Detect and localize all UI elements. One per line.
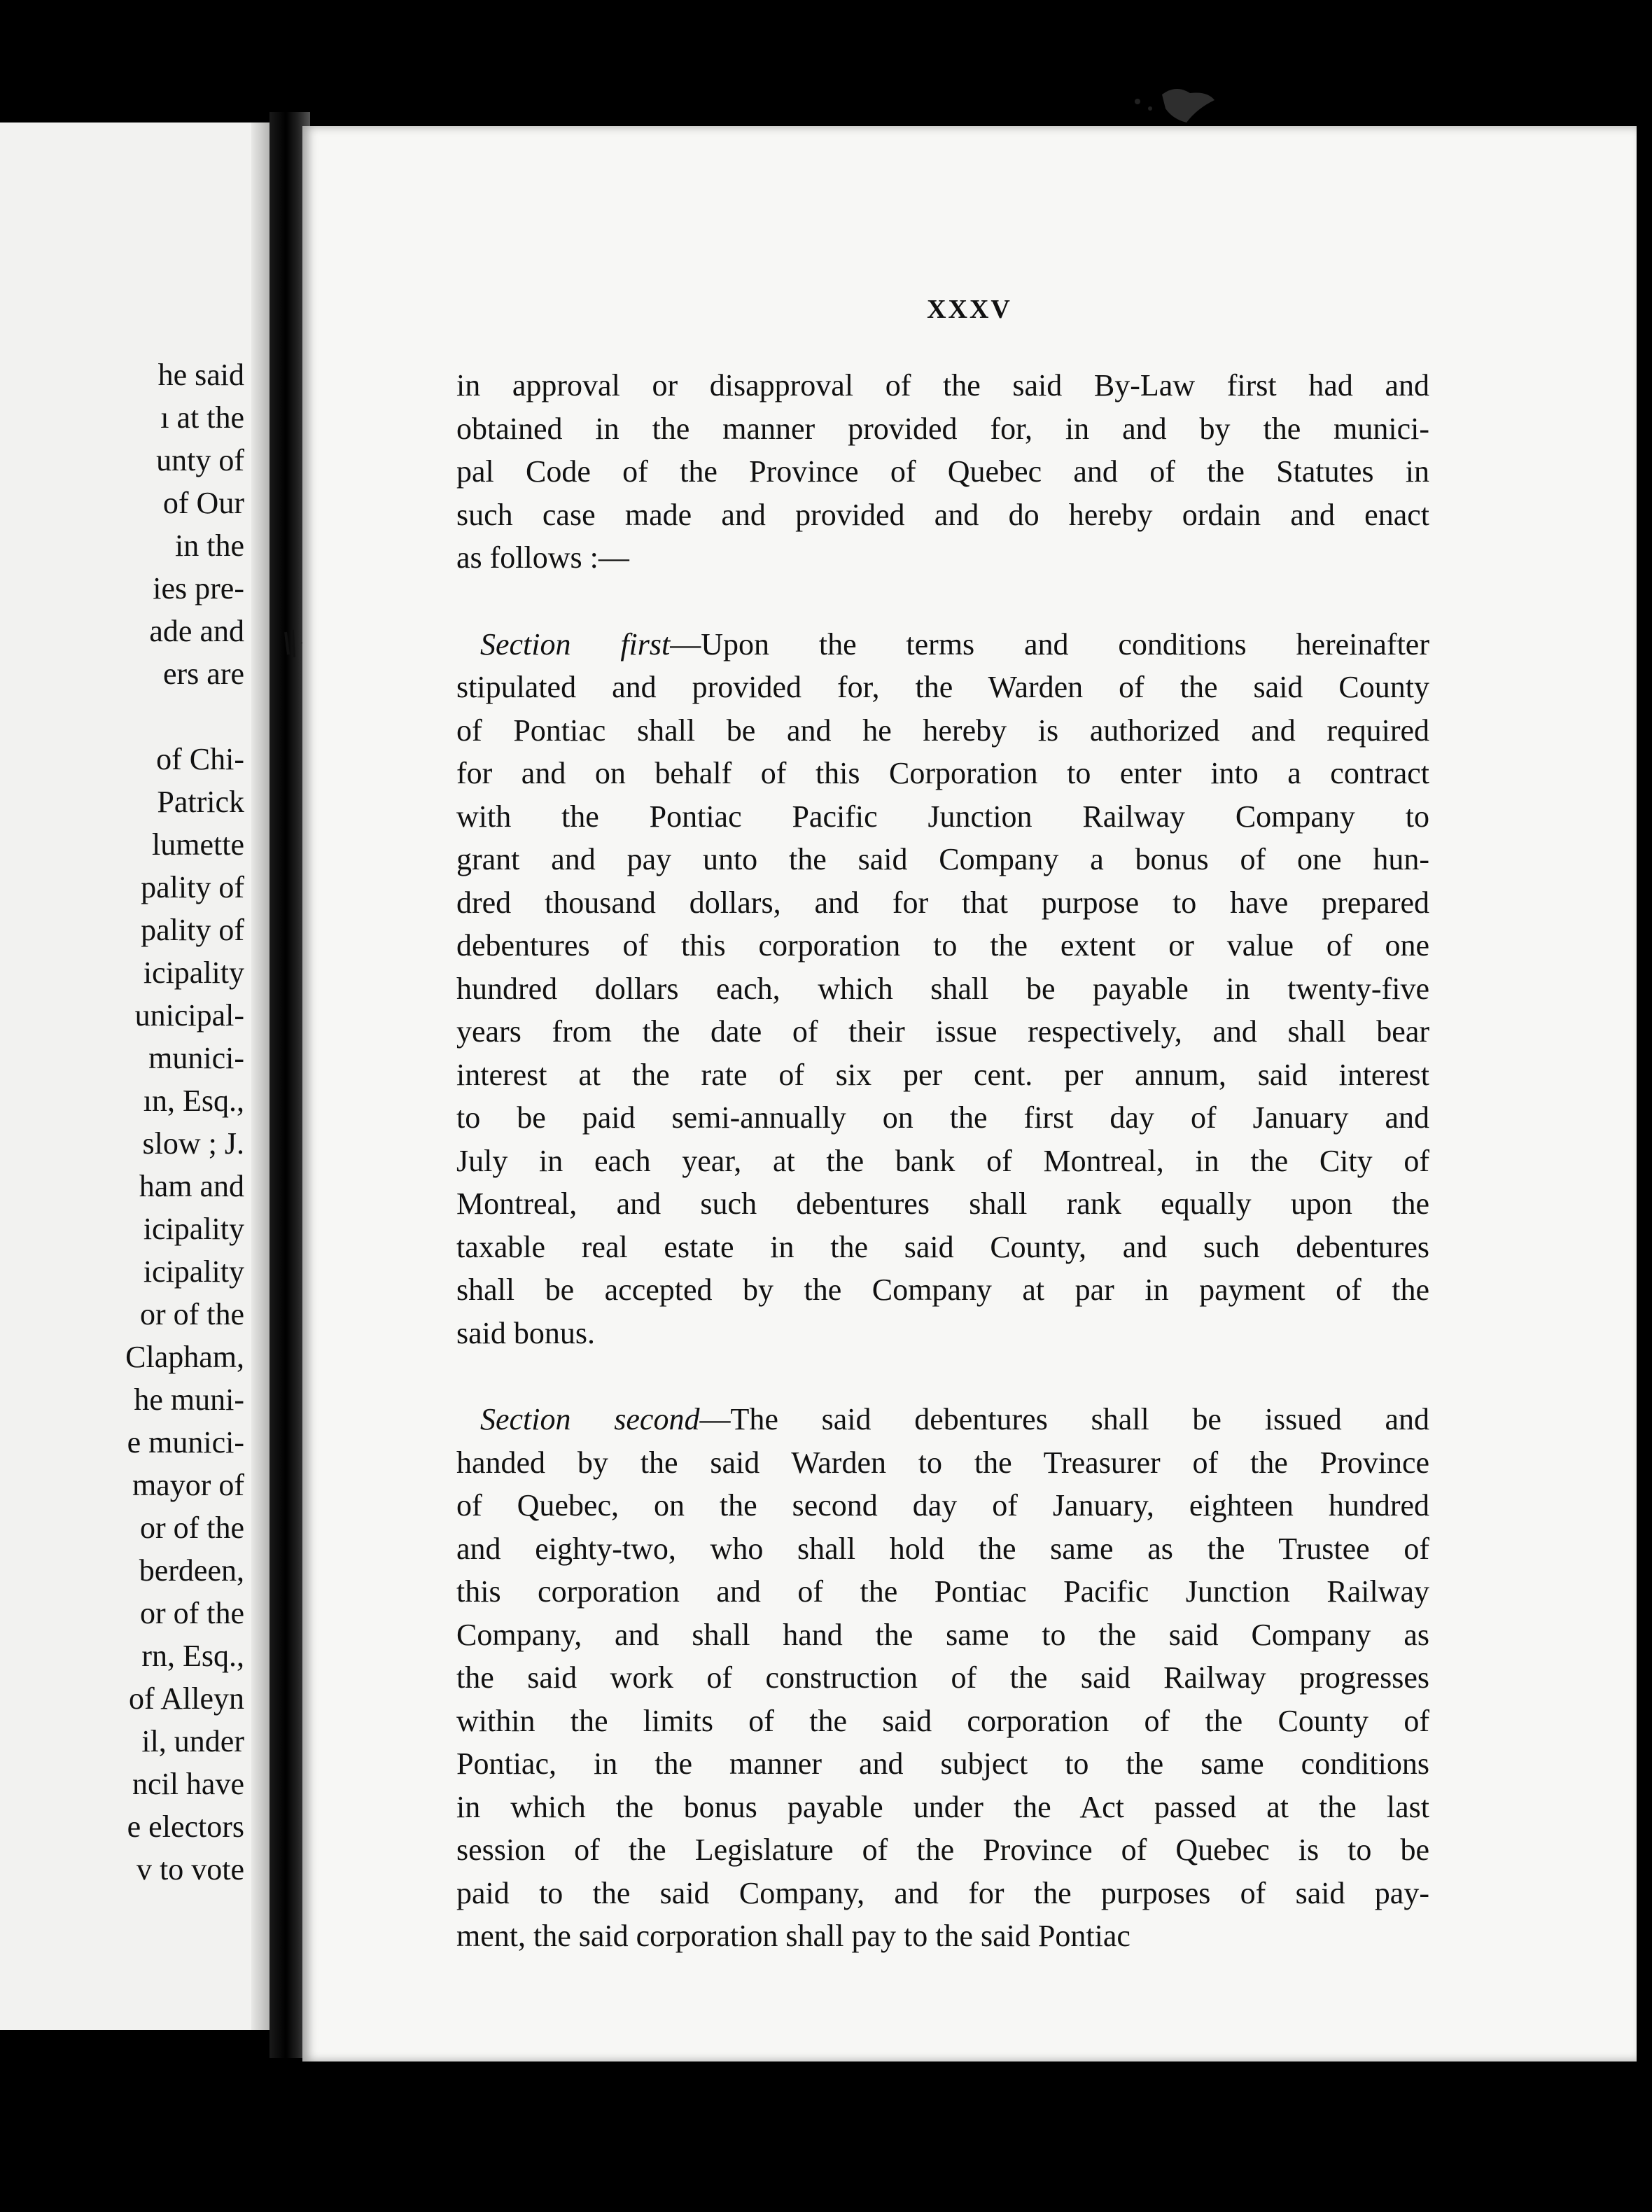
text-line: shall be accepted by the Company at par in payment of the xyxy=(456,1273,1429,1307)
previous-page-line: ers are xyxy=(162,657,244,691)
previous-page-line: rn, Esq., xyxy=(141,1639,244,1673)
previous-page-line: icipality xyxy=(143,955,244,990)
text-line: the said work of construction of the said Railway progresses xyxy=(456,1660,1429,1695)
previous-page-line: ın, Esq., xyxy=(143,1084,244,1118)
text-line: said bonus. xyxy=(456,1315,595,1350)
intro-paragraph xyxy=(456,364,1429,580)
text-line: interest at the rate of six per cent. per annum, said interest xyxy=(456,1057,1429,1092)
text-line: obtained in the manner provided for, in and by the munici- xyxy=(456,411,1429,446)
text-line: within the limits of the said corporation of the County of xyxy=(456,1703,1429,1738)
previous-page-line: icipality xyxy=(143,1254,244,1289)
previous-page-line: of Our xyxy=(162,486,244,520)
text-line: stipulated and provided for, the Warden of the said County xyxy=(456,670,1429,704)
previous-page-line: slow ; J. xyxy=(142,1126,244,1161)
text-line: grant and pay unto the said Company a bonus of one hun- xyxy=(456,842,1429,876)
previous-page-line: mayor of xyxy=(132,1468,244,1502)
previous-page-line: ham and xyxy=(139,1169,244,1203)
text-line: to be paid semi-annually on the first day of January and xyxy=(456,1100,1429,1135)
previous-page-line xyxy=(0,695,244,738)
previous-page-line: he muni- xyxy=(134,1382,244,1417)
previous-page-line: icipality xyxy=(143,1212,244,1246)
previous-page-line: of Alleyn xyxy=(129,1681,244,1716)
text-line: dred thousand dollars, and for that purpose to have prepared xyxy=(456,885,1429,920)
page-number: XXXV xyxy=(927,295,1012,324)
previous-page-line: berdeen, xyxy=(139,1553,244,1588)
text-line: for and on behalf of this Corporation to enter into a contract xyxy=(456,756,1429,790)
text-line: as follows :— xyxy=(456,540,629,575)
previous-page-line: ade and xyxy=(149,614,244,648)
previous-page-line: e munici- xyxy=(127,1425,244,1460)
text-line: with the Pontiac Pacific Junction Railway Company to xyxy=(456,799,1429,834)
page-gutter-shadow xyxy=(251,122,270,2030)
text-line: Company, and shall hand the same to the said Company as xyxy=(456,1617,1429,1652)
section-second-heading-line xyxy=(456,1398,1429,1441)
text-line: pal Code of the Province of Quebec and of the Statutes in xyxy=(456,454,1429,489)
previous-page-line: pality of xyxy=(141,870,244,904)
page-body-text xyxy=(456,364,1429,1958)
previous-page-line: he said xyxy=(158,358,244,392)
text-line: Montreal, and such debentures shall rank equally upon the xyxy=(456,1186,1429,1221)
previous-page-line: Patrick xyxy=(157,785,244,819)
text-line: July in each year, at the bank of Montreal, in the City of xyxy=(456,1143,1429,1178)
text-line: in approval or disapproval of the said By-Law first had and xyxy=(456,368,1429,402)
previous-page-line: munici- xyxy=(148,1041,244,1075)
section-second-paragraph xyxy=(456,1398,1429,1958)
previous-page-line: ies pre- xyxy=(153,571,244,606)
previous-page-line: il, under xyxy=(141,1724,244,1758)
text-line: debentures of this corporation to the extent or value of one xyxy=(456,928,1429,962)
text-line: paid to the said Company, and for the purposes of said pay- xyxy=(456,1875,1429,1910)
text-line: this corporation and of the Pontiac Pacific Junction Railway xyxy=(456,1574,1429,1609)
text-line: session of the Legislature of the Province of Quebec is to be xyxy=(456,1833,1429,1867)
text-line: in which the bonus payable under the Act passed at the last xyxy=(456,1789,1429,1824)
text-line: ment, the said corporation shall pay to the said Pontiac xyxy=(456,1919,1130,1953)
section-first-paragraph xyxy=(456,623,1429,1355)
previous-page-line: ı at the xyxy=(160,400,244,435)
section-second-label: Section second xyxy=(480,1402,700,1436)
previous-page-line: in the xyxy=(175,528,244,563)
previous-page-line: ncil have xyxy=(132,1767,244,1801)
text-line: of Pontiac shall be and he hereby is authorized and required xyxy=(456,713,1429,748)
section-first-label: Section first xyxy=(480,626,671,662)
text-line: handed by the said Warden to the Treasurer of the Province xyxy=(456,1445,1429,1480)
text-line: and eighty-two, who shall hold the same as the Trustee of xyxy=(456,1531,1429,1566)
previous-page-line: pality of xyxy=(141,913,244,947)
book-page xyxy=(302,126,1637,2062)
section-second-opening-text: —The said debentures shall be issued and xyxy=(699,1402,1429,1436)
previous-page-line: v to vote xyxy=(136,1852,244,1886)
previous-page-line: e electors xyxy=(127,1809,244,1844)
ink-smudge xyxy=(1124,80,1222,136)
previous-page-line: of Chi- xyxy=(156,742,244,776)
text-line: taxable real estate in the said County, and such debentures xyxy=(456,1229,1429,1264)
section-first-heading-line xyxy=(456,623,1429,666)
previous-page-line: or of the xyxy=(139,1511,244,1545)
text-line: of Quebec, on the second day of January, eighteen hundred xyxy=(456,1488,1429,1522)
previous-page-line: or of the xyxy=(139,1596,244,1630)
previous-page-line: unty of xyxy=(156,443,244,477)
previous-page-text xyxy=(0,354,244,1891)
previous-page-line: or of the xyxy=(139,1297,244,1331)
text-line: Pontiac, in the manner and subject to the same conditions xyxy=(456,1746,1429,1781)
text-line: hundred dollars each, which shall be payable in twenty-five xyxy=(456,971,1429,1006)
text-line: years from the date of their issue respectively, and shall bear xyxy=(456,1014,1429,1049)
previous-page-fragment xyxy=(0,122,270,2030)
previous-page-line: unicipal- xyxy=(134,998,244,1032)
text-line: such case made and provided and do hereby ordain and enact xyxy=(456,497,1429,532)
section-first-opening-text: —Upon the terms and conditions hereinafter xyxy=(670,626,1429,662)
previous-page-line: lumette xyxy=(152,827,244,862)
previous-page-line: Clapham, xyxy=(125,1340,244,1374)
